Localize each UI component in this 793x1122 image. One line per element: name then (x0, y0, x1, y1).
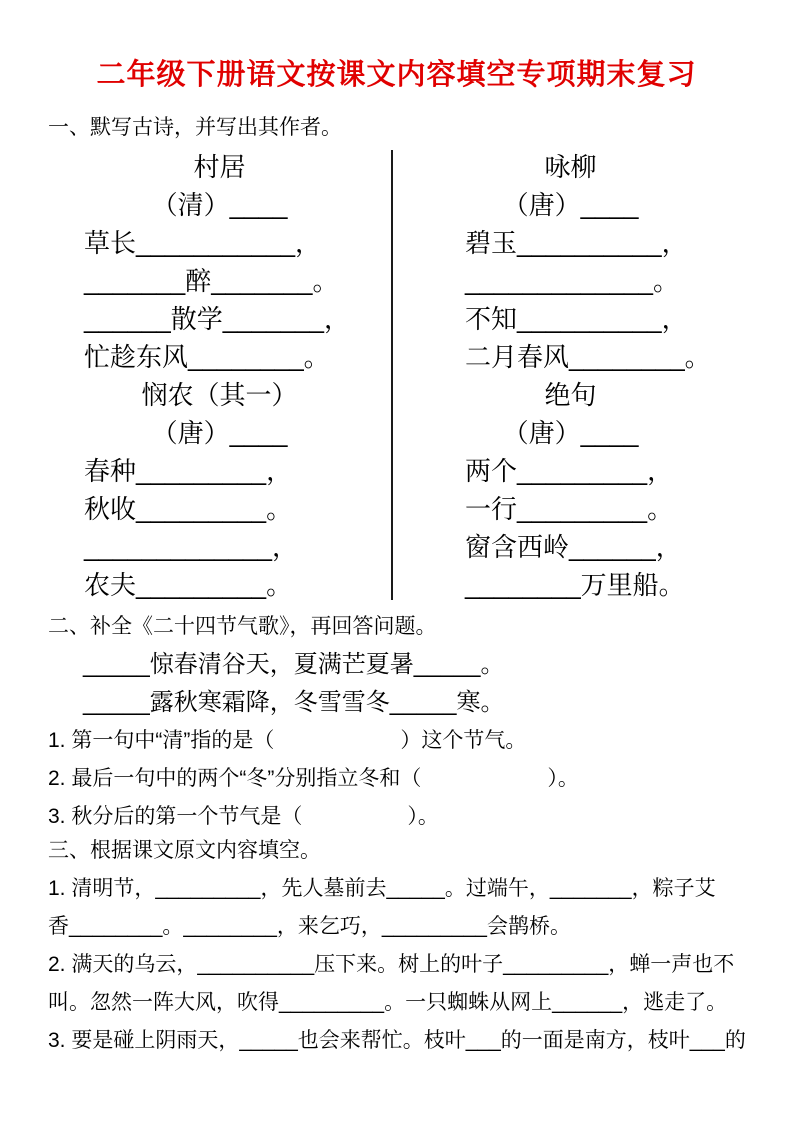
poem-verse-line: ______散学_______， (84, 304, 350, 334)
poem-verse-line: 春种_________， (84, 456, 293, 486)
solar-terms-line-2: _____露秋寒霜降，冬雪雪冬_____寒。 (83, 689, 505, 716)
poem-verse-line: 二月春风________。 (465, 342, 711, 372)
section-two-heading: 二、补全《二十四节气歌》，再回答问题。 (48, 615, 437, 638)
poem-author-line: （唐）____ (502, 418, 639, 448)
poem-author-line: （清）____ (151, 190, 288, 220)
poem-verse-line: ________万里船。 (465, 570, 685, 600)
poem-verse-line: 窗含西岭______， (465, 532, 682, 562)
passage-line-2: 香________。________，来乞巧，_________会鹊桥。 (48, 915, 571, 938)
poem-verse-line: 碧玉__________， (465, 228, 688, 258)
question-1: 1. 第一句中“清”指的是（ ）这个节气。 (48, 729, 527, 752)
poem-verse-line: _______醉_______。 (84, 266, 339, 296)
poem-verse-line: 秋收_________。 (84, 494, 293, 524)
question-2: 2. 最后一句中的两个“冬”分别指立冬和（ ）。 (48, 767, 579, 790)
poem-verse-line: _____________， (84, 532, 298, 562)
poem-verse-line: 草长___________， (84, 228, 322, 258)
section-three (48, 832, 748, 1060)
passage-line-4: 叫。忽然一阵大风，吹得_________。一只蜘蛛从网上______，逃走了。 (48, 991, 728, 1014)
poem-title-jueju: 绝句 (544, 380, 597, 410)
section-two (48, 608, 748, 836)
poem-grid (48, 148, 748, 604)
poem-verse-line: _____________。 (465, 266, 679, 296)
poem-column-right (393, 148, 748, 604)
passage-line-1: 1. 清明节，_________，先人墓前去_____。过端午，_______，粽子艾 (48, 877, 716, 900)
poem-verse-line: 农夫_________。 (84, 570, 293, 600)
poem-title-cunju: 村居 (193, 152, 246, 182)
poem-author-line: （唐）____ (151, 418, 288, 448)
poem-title-minnong: 悯农（其一） (141, 380, 298, 410)
passage-line-5: 3. 要是碰上阴雨天，_____也会来帮忙。枝叶___的一面是南方，枝叶___的 (48, 1029, 746, 1052)
poem-title-yongliu: 咏柳 (544, 152, 597, 182)
solar-terms-line-1: _____惊春清谷天，夏满芒夏暑_____。 (83, 651, 505, 678)
section-three-heading: 三、根据课文原文内容填空。 (48, 839, 321, 862)
section-one-heading: 一、默写古诗，并写出其作者。 (48, 116, 342, 139)
page-title: 二年级下册语文按课文内容填空专项期末复习 (96, 59, 697, 91)
poem-author-line: （唐）____ (502, 190, 639, 220)
poem-verse-line: 忙趁东风________。 (84, 342, 330, 372)
poem-verse-line: 不知__________， (465, 304, 688, 334)
poem-column-left (48, 148, 391, 604)
question-3: 3. 秋分后的第一个节气是（ ）。 (48, 805, 439, 828)
poem-verse-line: 两个_________， (465, 456, 674, 486)
passage-line-3: 2. 满天的乌云，__________压下来。树上的叶子_________，蝉一声也不 (48, 953, 735, 976)
poem-verse-line: 一行_________。 (465, 494, 674, 524)
